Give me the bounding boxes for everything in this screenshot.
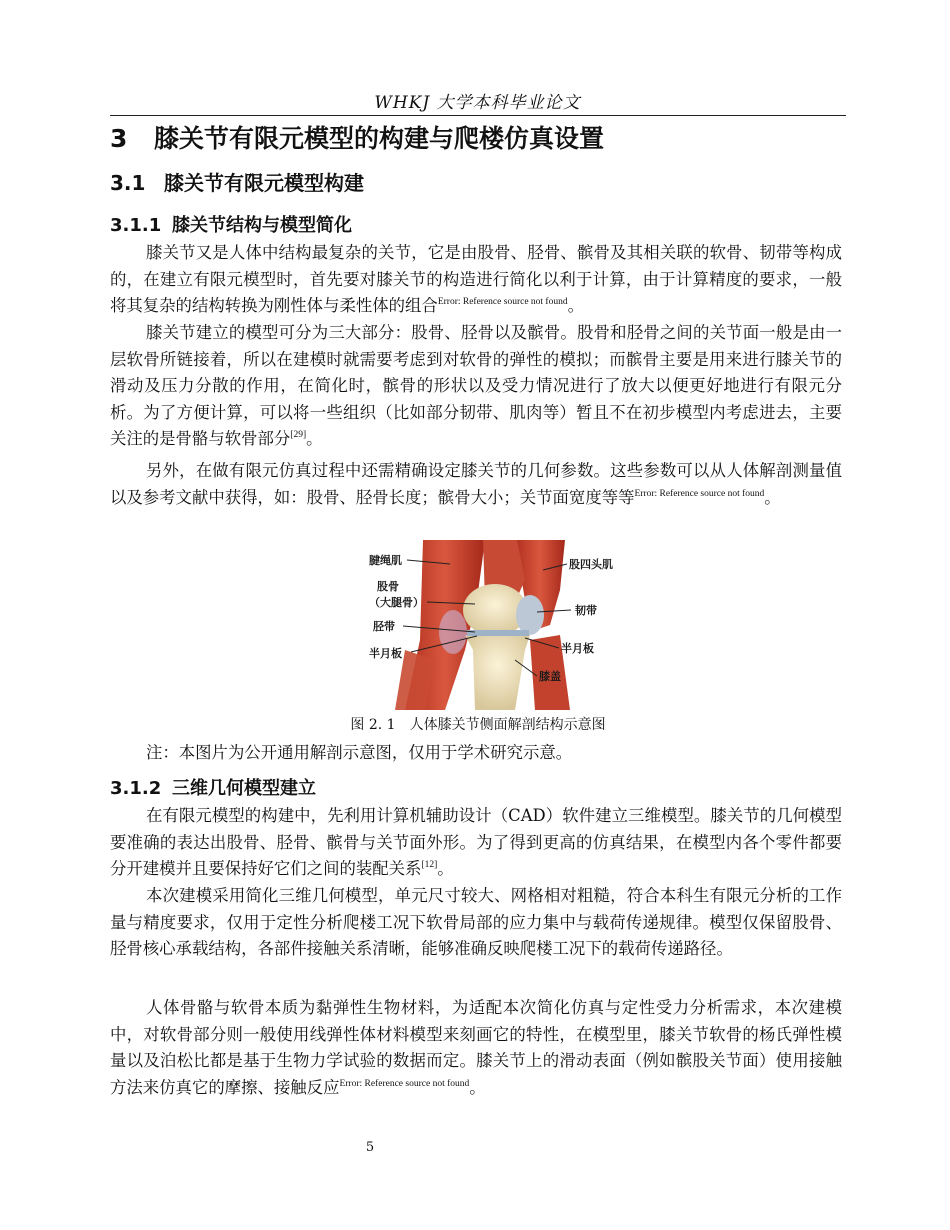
figure-labels [365,540,627,710]
paragraph-end: 。 [469,1077,486,1097]
paragraph-5 [110,883,842,963]
citation: [12] [421,860,438,870]
page-number: 5 [365,1140,375,1155]
subsection-heading-2 [110,774,316,800]
citation: [29] [290,430,307,440]
paragraph-text: 膝关节又是人体中结构最复杂的关节，它是由股骨、胫骨、髌骨及其相关联的软骨、韧带等构成的，在建立有限元模型时，首先要对膝关节的构造进行简化以利于计算，由于计算精度的要求，一般将其复杂的结构转换为刚性体与柔性体的组合 [110,243,842,315]
chapter-heading [110,119,604,155]
paragraph-3 [110,458,842,511]
reference-error: Error: Reference source not found [437,297,568,307]
paragraph-text: 膝关节建立的模型可分为三大部分：股骨、胫骨以及髌骨。股骨和胫骨之间的关节面一般是由一层软骨所链接着，所以在建模时就需要考虑到对软骨的弹性的模拟；而髌骨主要是用来进行膝关节的滑动及压力分散的作用，在简化时，髌骨的形状以及受力情况进行了放大以便更好地进行有限元分析。为了方便计算，可以将一些组织（比如部分韧带、肌肉等）暂且不在初步模型内考虑进去，主要关注的是骨骼与软骨部分 [110,323,842,448]
paragraph-1 [110,240,842,320]
subsection-number: 3.1.2 [110,778,162,799]
running-header: WHKJ 大学本科毕业论文 [374,93,581,113]
knee-anatomy-figure [365,540,627,710]
label-tibia: 胫带 [373,620,395,633]
label-femur-alt: （大腿骨） [369,596,424,609]
figure-caption: 图 2. 1 人体膝关节侧面解剖结构示意图 [350,717,606,733]
paragraph-text: 本次建模采用简化三维几何模型，单元尺寸较大、网格相对粗糙，符合本科生有限元分析的工作量与精度要求，仅用于定性分析爬楼工况下软骨局部的应力集中与载荷传递规律。模型仅保留股骨、胫骨核心承载结构，各部件接触关系清晰，能够准确反映爬楼工况下的载荷传递路径。 [110,886,842,958]
reference-error: Error: Reference source not found [339,1078,470,1089]
paragraph-end: 。 [764,487,781,507]
section-title: 膝关节有限元模型构建 [164,171,364,195]
paragraph-2 [110,320,842,453]
reference-error: Error: Reference source not found [634,488,765,499]
paragraph-text: 人体骨骼与软骨本质为黏弹性生物材料，为适配本次简化仿真与定性受力分析需求，本次建模中，对软骨部分则一般使用线弹性体材料模型来刻画它的特性，在模型里，膝关节软骨的杨氏弹性模量以及泊松比都是基于生物力学试验的数据而定。膝关节上的滑动表面（例如髌股关节面）使用接触方法来仿真它的摩擦、接触反应 [110,998,842,1097]
paragraph-text: 另外，在做有限元仿真过程中还需精确设定膝关节的几何参数。这些参数可以从人体解剖测量值以及参考文献中获得，如：股骨、胫骨长度；髌骨大小；关节面宽度等等 [110,461,842,507]
chapter-number: 3 [110,124,128,153]
section-number: 3.1 [110,171,146,195]
subsection-number: 3.1.1 [110,215,162,236]
section-heading [110,167,364,196]
subsection-heading-1 [110,211,352,237]
subsection-title: 膝关节结构与模型简化 [172,215,352,236]
subsection-title: 三维几何模型建立 [172,778,316,799]
label-meniscus-left: 半月板 [369,647,402,660]
label-quadriceps: 股四头肌 [569,558,613,571]
paragraph-end: 。 [567,296,584,315]
paragraph-6 [110,995,842,1101]
paragraph-4 [110,803,842,883]
chapter-title: 膝关节有限元模型的构建与爬楼仿真设置 [154,124,605,153]
header-rule [110,115,846,116]
label-ligament: 韧带 [575,604,597,617]
label-semitendinosus: 腱绳肌 [369,554,402,567]
paragraph-end: 。 [306,429,323,448]
label-femur: 股骨 [377,580,399,593]
paragraph-end: 。 [437,859,454,878]
paragraph-text: 在有限元模型的构建中，先利用计算机辅助设计（CAD）软件建立三维模型。膝关节的几何模型要准确的表达出股骨、胫骨、髌骨与关节面外形。为了得到更高的仿真结果，在模型内各个零件都要分开建模并且要保持好它们之间的装配关系 [110,806,842,878]
label-patella: 膝盖 [539,670,561,683]
figure-note: 注：本图片为公开通用解剖示意图，仅用于学术研究示意。 [146,743,573,762]
label-meniscus-right: 半月板 [561,642,594,655]
